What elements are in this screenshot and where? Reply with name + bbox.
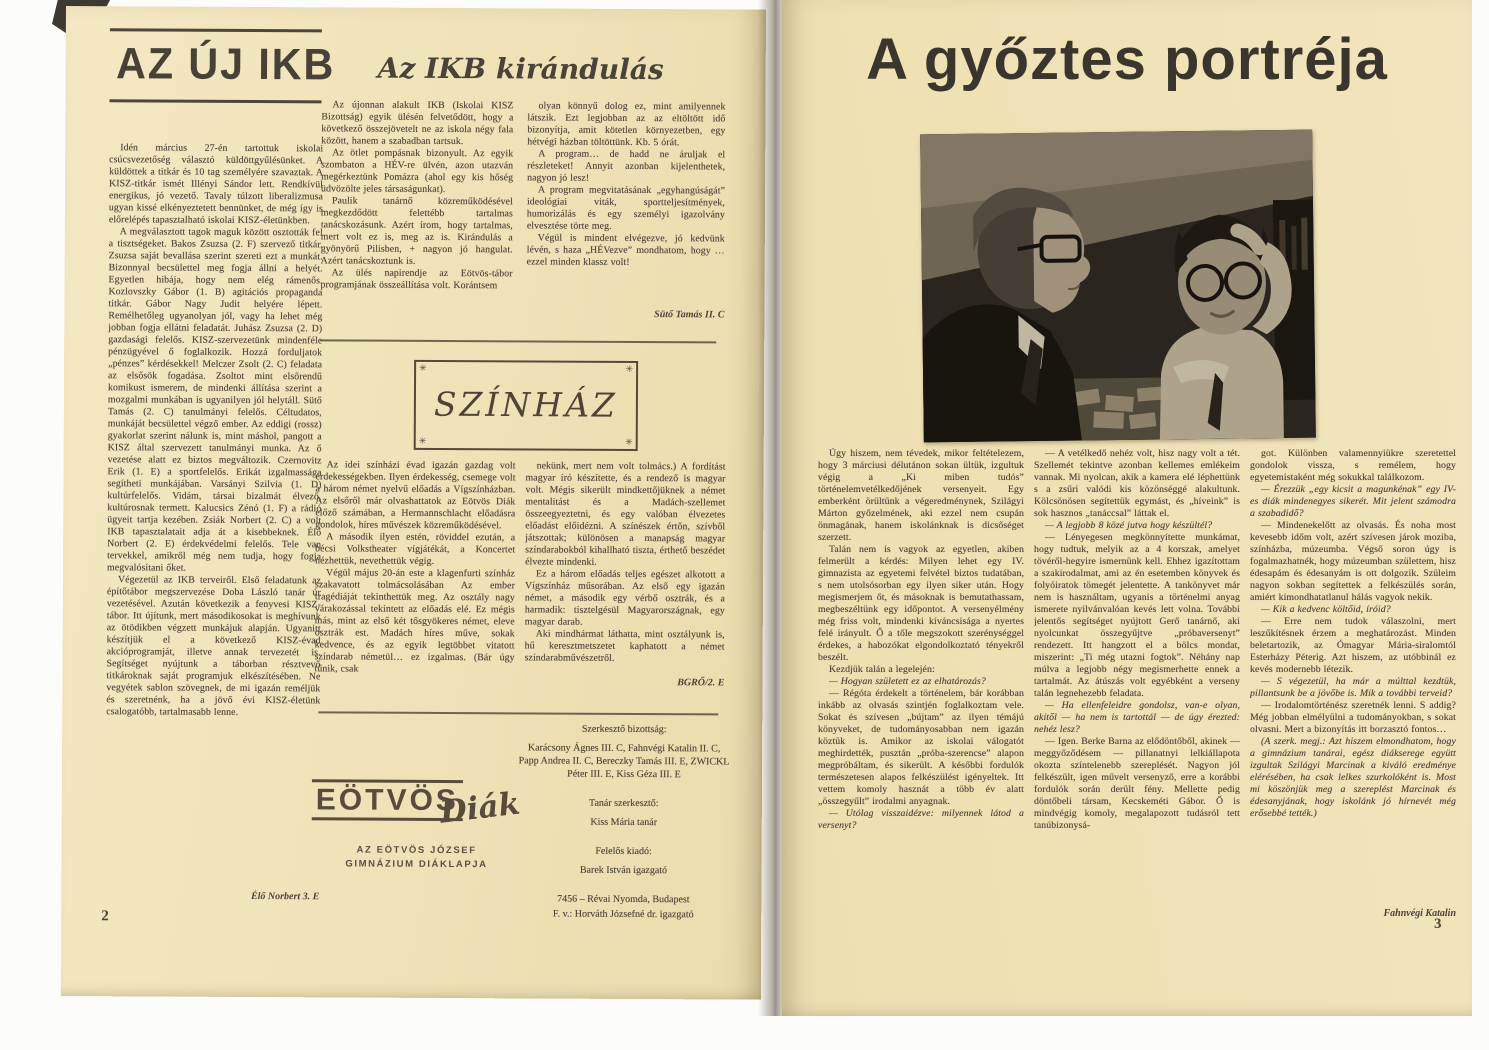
paragraph: A megválasztott tagok maguk között osztották fel a tisztségeket. Bakos Zsuzsa (2. F) szervező titkár. Zsuzsa saját bevallása szerint szereti ezt a munkát. Bizonnyal becsülettel meg fogja állni a helyét. Egyetlen hibája, hogy nem elég rámenős. Kozlovszky Gábor (1. B) agitációs propaganda titkár. Gábor Nagy Judit helyére lépett. Remélhetőleg ugyanolyan jól, vagy ha lehet még jobban fogja ellátni feladatát. Juhász Zsuzsa (2. D) gazdasági felelős. KISZ-szervezetünk mindenféle pénzügyével ő foglalkozik. Hozzá forduljatok „pénzes” kérdésekkel! Melczer Zsolt (2. C) feladata az elsősök fogadása. Zsoltot mint elsőrendű komikust ismerem, de mindenki állítása szerint a mozgalmi munkában is ugyanilyen jól helytáll. Sütő Tamás (2. C) tanulmányi felelős. Céltudatos, munkáját becsülettel végző ember. Az eddigi (rossz) gyakorlat szerint nálunk is, mint máshol, pangott a KISZ által szervezett tanulmányi munka. Az ő vezetése alatt ez biztos megváltozik. Czernovitz Erik (1. E) a sportfelelős. Erikát izgalmassága segítheti munkájában. Varsányi Szilvia (1. D) kultúrfelelős. Vidám, társai bizalmát élvező, kultúrosnak termett. Kalucsics Zénó (1. F) a rádió ügyeit tartja kezében. Zsiák Norbert (2. C) a volt IKB tapasztalatait adja át a kisebbeknek. Élő Norbert (2. E) érdekvédelmi felelős. Tele van tervekkel, amikről még nem tudja, hogy fogja megvalósítani őket. (107, 226, 323, 574)
masthead-credits (517, 722, 730, 921)
portrait-column-2 (1034, 448, 1240, 948)
corner-star-icon: ✳ (419, 362, 427, 373)
page-number-left: 2 (101, 908, 109, 925)
paragraph: — Kik a kedvenc költőid, íróid? (1261, 604, 1391, 615)
paragraph: Úgy hiszem, nem tévedek, mikor feltételezem, hogy 3 márciusi délutánon sokan ültük, izgultuk végig a „Ki miben tudós” történelemvetélkedőjének versenyeit. Egy emberként örültünk a végeredménynek, Szilágyi Márton győzelmének, aki ezzel nem csupán önmagának, hanem iskolánknak is dicsőséget szerzett. (818, 448, 1024, 543)
theatre-section-box (414, 360, 638, 451)
paragraph: Idén március 27-én tartottuk iskolai csúcsvezetőség választó küldöttgyűlésünket. A küldöttek a titkár és 10 tag személyére szavaztak. A KISZ-titkár ismét Illényi Sándor lett. Rendkívül energikus, jó vezető. Tavaly túlzott liberalizmusa ugyan kissé elkényeztetett bennünket, de még így is előrelépés tapasztalható iskolai KISZ-életünkben. (108, 142, 324, 227)
section-divider (320, 339, 716, 343)
paragraph: Ez a három előadás teljes egészet alkotott a Vígszínház műsorában. Az első egy igazán német, a második egy vérbő osztrák, és a harmadik: tisztelgésül Magyarországnak, egy magyar darab. (524, 568, 726, 628)
article-kirandulas-signature: Sütő Tamás II. C (654, 309, 725, 321)
paragraph: — S végezetül, ha már a múlttal kezdtük, pillantsunk be a jövőbe is. Mik a további terveid? (1250, 676, 1456, 699)
logo-subtitle-line2: GIMNÁZIUM DIÁKLAPJA (345, 858, 488, 871)
paragraph: Végezetül az IKB terveiről. Első feladatunk az építőtábor megszervezése Doba László tanár úr vezetésével. Azután következik a fenyvesi KISZ-tábor. Itt újítunk, mert másodikosokat is meghívunk az ötödikben végzett munkájuk alapján. Ugyanitt készítjük el a következő KISZ-évad akcióprogramját, illetve annak tervezetét is. Segítséget nyújtunk a táborban résztvevő titkároknak saját programjuk elkészítésében. Ne vegyétek sablon szövegnek, de mi igazán reméljük és szeretnénk, ha a jövő évi KISZ-életünk csalogatóbb, tartalmasabb lenne. (106, 574, 322, 718)
winner-photo (920, 130, 1316, 443)
page-number-right: 3 (1434, 916, 1442, 932)
paragraph: got. Különben valamennyiükre szeretettel gondolok vissza, s remélem, hogy egyetemistaként még sokukkal találkozom. (1250, 448, 1456, 483)
logo-script-diak: Diák (437, 785, 522, 831)
theatre-column-1 (314, 459, 515, 710)
paragraph: Talán nem is vagyok az egyetlen, akiben felmerült a kérdés: Milyen lehet egy IV. gimnazista az egyetemi felvétel biztos tudatában, s nem utolsósorban egy ilyen siker után. Hogy megismerjem őt, és másoknak is bemutathassam, megbeszéltünk egy időpontot. A versenyélmény még friss volt, mindenki kíváncsisága a nyertes felé irányult. Ő a tőle megszokott szerénységgel érdekes, a habozókat elgondolkoztató tényekről beszélt. (818, 544, 1024, 663)
article-az-uj-ikb-body (105, 142, 323, 883)
paragraph: — Hogyan született ez az elhatározás? (829, 676, 986, 687)
title-rule-bottom (109, 99, 321, 103)
paragraph: A program… de hadd ne áruljak el részleteket! Annyit azonban kijelenthetek, nagyon jó lesz! (527, 148, 726, 184)
theatre-column-2 (525, 460, 726, 673)
paragraph: — Utólag visszaidézve: milyennek látod a versenyt? (818, 808, 1024, 831)
teacher-editor-label: Tanár szerkesztő: (589, 797, 659, 810)
logo-word-eotvos: EÖTVÖS (312, 779, 463, 821)
section-divider (318, 711, 718, 715)
paragraph: — Irodalomtörténész szeretnék lenni. S addig? Még jobban elmélyülni a tudományokban, s sokat olvasni. Mert a bizonyítás itt borzasztó fontos… (1250, 700, 1456, 735)
paragraph: — A vetélkedő nehéz volt, hisz nagy volt a tét. Szellemét tekintve azonban kellemes emlékeim vannak. Mi nyolcan, akik a kamera elé léphettünk s a zsűri valódi kis közönséggé alakultunk. Kölcsönösen segítettük egymást, és „híveink” is sok hasznos „tanáccsal” láttak el. (1034, 448, 1240, 519)
page-left (61, 6, 766, 1000)
theatre-section-title: SZÍNHÁZ (433, 384, 619, 425)
paragraph: — Igen. Berke Barna az elődöntőből, akinek — meggyőződésem — pillanatnyi lelkiállapota okozta színtelenebb szereplését. Nagyon jól felkészült, igen művelt versenyző, erre a korábbi fordulók során derült fény. Mellette pedig döntőbeli társam, Kecskeméti Gábor. Ő is mindvégig komoly, megalapozott tudásról tett tanúbizonysá- (1034, 736, 1240, 831)
winner-photo-illustration (920, 130, 1316, 443)
paragraph: Végül május 20-án este a klagenfurti színház szakavatott tolmácsolásában Az ember tragédiáját tekinthettük meg. Az osztály nagy várakozással tekintett az előadás elé. Ez mégis más, mint az első két tősgyökeres német, eleve osztrák est. Madách híres műve, sokak kedvence, és az egyik legtöbbet vitatott színdarab németül… ez izgalmas. (Bár úgy tűnik, csak (314, 567, 516, 675)
title-rule-top (110, 28, 322, 32)
eotvos-diak-logo (311, 759, 522, 885)
logo-wordmark (312, 773, 522, 831)
paragraph: — Lényegesen megkönnyítette munkámat, hogy tudtuk, melyik az a 4 korszak, amelyet tövéről-hegyire ismernünk kell. Ehhez igazítottam a szakirodalmat, ami az én esetemben könyvek és folyóiratok tömegét jelentette. A tankönyvet már nem is használtam, ugyanis a történelmi anyag ismerete nyilvánvalóan kevés lett volna. További jelentős segítséget nyújtott Gerő tanárnő, aki nyolcunkat összegyűjtve „próbaversenyt” rendezett. Itt hangzott el a bölcs mondat, miszerint: „Ti még utazni fogtok”. Néhány nap múlva a legjobb négy megismerhette ennek a tartalmát. Az átúszás volt egyébként a verseny talán legnehezebb feladata. (1034, 532, 1240, 699)
logo-subtitle-line1: AZ EÖTVÖS JÓZSEF (356, 844, 477, 857)
corner-star-icon: ✳ (625, 436, 633, 447)
article-title-az-uj-ikb: AZ ÚJ IKB (115, 39, 336, 90)
article-az-uj-ikb-signature: Élő Norbert 3. E (250, 890, 320, 903)
paragraph: A második ilyen estén, röviddel ezután, a bécsi Volkstheater vígjátékát, a Koncertet nézhettük, nevethettük végig. (315, 531, 516, 567)
article-title-a-gyoztes-portreja: A győztes portréja (866, 27, 1388, 92)
article-az-uj-ikb-header (109, 28, 336, 103)
logo-subtitle (311, 843, 521, 872)
paragraph: — Mindenekelőtt az olvasás. És noha most kevesebb időm volt, azért szívesen járok moziba, színházba, múzeumba. Végső soron úgy is fogalmazhatnék, hogy múzeumban születtem, hisz édesapám és édesanyám is ott dolgozik. Szüleim nagyon sokban segítettek a felkészülés során, amiért kimondhatatlanul hálás vagyok nekik. (1250, 520, 1456, 603)
page-right (782, 0, 1472, 1016)
teacher-editor-name: Kiss Mária tanár (590, 816, 658, 829)
publisher-label: Felelős kiadó: (595, 845, 652, 858)
portrait-signature: Fahnvégi Katalin (1383, 908, 1456, 919)
paragraph: nekünk, mert nem volt tolmács.) A fordítást magyar író készítette, és a rendező is magyar volt. Mégis sikerült mindkettőjüknek a német mentalitást és a Madách-szellemet összeegyeztetni, és egy valóban élvezetes előadást előidézni. A színészek értőn, szívből játszottak; különösen a manapság magyar színdarabokból kihallható tiszta, érthető beszédet élvezte mindenki. (525, 460, 726, 568)
imprint-line2: F. v.: Horváth Józsefné dr. igazgató (552, 908, 694, 921)
paragraph: Kezdjük talán a legelején: (829, 664, 935, 675)
imprint-line1: 7456 – Révai Nyomda, Budapest (557, 893, 690, 906)
paragraph: — Érezzük „egy kicsit a magunkénak” egy IV-es diák mindenegyes sikerét. Mit jelent számodra a szabadidő? (1250, 484, 1456, 519)
paragraph: Az idei színházi évad igazán gazdag volt érdekességekben. Ilyen érdekesség, csemege volt a három német nyelvű előadás a Vígszínházban. Az elsőről már olvashattatok az Eötvös Diák előző számában, a Hermannschlacht előadásra gondolok, híres művészek közreműködésével. (315, 459, 516, 532)
paragraph: — A legjobb 8 közé jutva hogy készültél? (1045, 520, 1213, 531)
paragraph: Az ötlet pompásnak bizonyult. Az egyik szombaton a HÉV-re ülvén, azon utazván megérkeztünk Pomázra (ahol egy kis hőség üdvözölte jeles társaságunkat). (321, 147, 514, 195)
paragraph: Aki mindhármat láthatta, mint osztályunk is, hű keresztmetszetet kaphatott a német színdarabművészetről. (524, 628, 725, 664)
publisher-name: Barek István igazgató (579, 864, 668, 877)
article-title-ikb-kirandulas: Az IKB kirándulás (377, 51, 664, 87)
article-kirandulas-column-2 (526, 100, 725, 306)
paragraph: (A szerk. megj.: Azt hiszem elmondhatom, hogy a gimnázium tanárai, egész diákserege együtt izgultak Szilágyi Marcinak a kiváló eredménye elérésében, ha csak lelkes szurkolóként is. Most mi köszönjük meg a szereplést Marcinak és édesanyjának, hogy iskolánk jó hírnevét még erősebbé tették.) (1250, 736, 1456, 819)
paragraph: Az ülés napirendje az Eötvös-tábor programjának összeállítása volt. Korántsem (320, 267, 513, 292)
editors-names: Karácsony Ágnes III. C, Fahnvégi Katalin II. C, Papp Andrea II. C, Bereczky Tamás III. E, ZWICKL Péter III. E, Kiss Géza III. E (518, 742, 730, 781)
portrait-column-3 (1250, 448, 1456, 904)
paragraph: — Ha ellenfeleidre gondolsz, van-e olyan, akitől — ha nem is tartottál — de úgy érezted: nehéz lesz? (1034, 700, 1240, 735)
paragraph: — Régóta érdekelt a történelem, bár korábban inkább az olvasás szintjén foglalkoztam vele. Sokat és szívesen „bújtam” az ilyen témájú könyveket, de tudományosabban nem igazán köztük is. Amikor az iskolai válogatót meghirdették, pusztán „próba-szerencse” alapon megpróbáltam, és sikerült. A későbbi fordulók természetesen alapos felkészülést igényeltek. Itt vettem komoly hasznát a több év alatt „összegyűlt” irodalmi anyagnak. (818, 688, 1024, 807)
corner-star-icon: ✳ (418, 435, 427, 446)
paragraph: — Erre nem tudok válaszolni, mert leszűkítésnek érzem a meghatározást. Minden beletartozik, az Ómagyar Mária-siralomtól Esterházy Péterig. Azt hiszem, az utóbbinál ez kevés modernebb létezik. (1250, 616, 1456, 675)
paragraph: olyan könnyű dolog ez, mint amilyennek látszik. Ezt legjobban az az eltöltött idő bizonyítja, amit kötetlen környezetben, egy hétvégi házban töltöttünk. Kb. 5 órát. (527, 100, 726, 149)
portrait-column-1 (818, 448, 1024, 948)
paragraph: Az újonnan alakult IKB (Iskolai KISZ Bizottság) egyik ülésén felvetődött, hogy a következő összejövetelt ne az iskola négy fala között, hanem a szabadban tartsuk. (321, 99, 514, 148)
corner-star-icon: ✳ (625, 363, 634, 374)
paragraph: A program megvitatásának „egyhangúságát” ideológiai viták, sportteljesítmények, humorizálás és egy személyi igazolvány elvesztése törte meg. (526, 184, 726, 232)
paragraph: Végül is mindent elvégezve, jó kedvünk lévén, s haza „HÉVezve” mondhatom, hogy …ezzel minden klassz volt! (526, 232, 725, 268)
article-kirandulas-column-1 (320, 99, 513, 328)
theatre-signature: BGRŐ/2. E (677, 677, 725, 689)
editors-label: Szerkesztő bizottság: (581, 723, 667, 736)
paragraph: Paulik tanárnő közreműködésével megkezdődött felettébb tartalmas tanácskozásunk. Azért írom, hogy tartalmas, mert volt ez is, meg az is. Kirándulás a gyönyörű Pilisben, + nagyon jó hangulat. Azért tanácskoztunk is. (320, 195, 514, 267)
